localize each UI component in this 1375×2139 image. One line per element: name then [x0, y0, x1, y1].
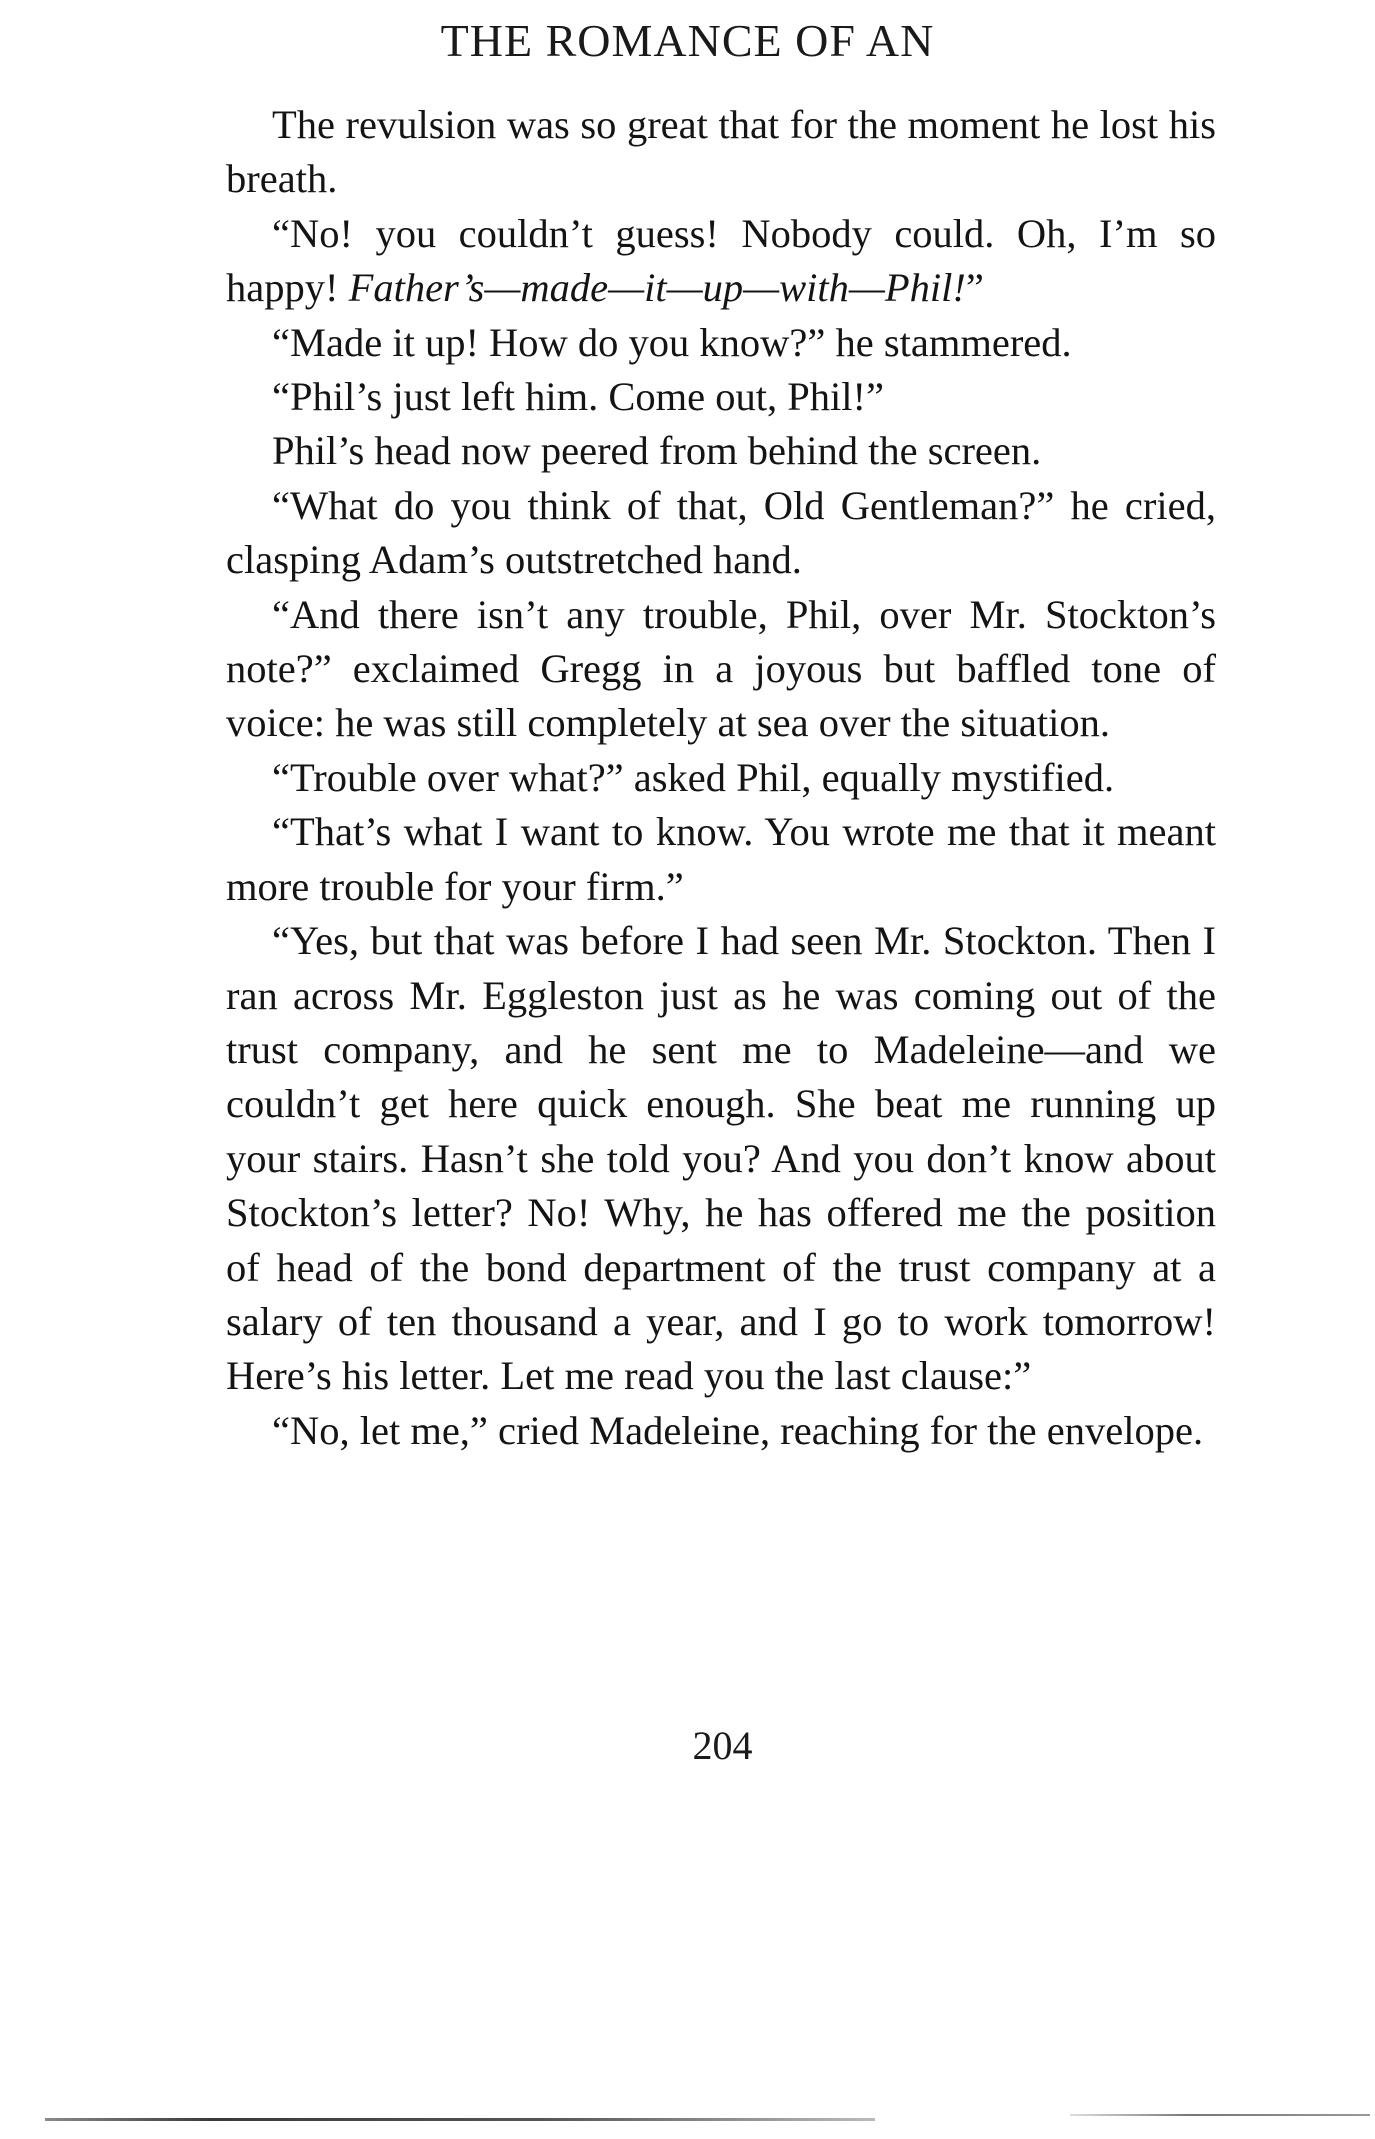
italic-exclamation: Father’s—made—it—up—with—Phil! [348, 265, 966, 311]
running-head: THE ROMANCE OF AN [440, 15, 935, 66]
body-text [226, 98, 1216, 1458]
paragraph-3: “Made it up! How do you know?” he stammered. [272, 319, 1072, 365]
paragraph-4: “Phil’s just left him. Come out, Phil!” [272, 374, 884, 420]
paragraph-6: “What do you think of that, Old Gentleman?” he cried, clasping Adam’s outstretched hand. [226, 482, 1216, 583]
scan-edge-line [45, 2118, 875, 2121]
scan-edge-line-right [1070, 2114, 1370, 2116]
paragraph-1: The revulsion was so great that for the moment he lost his breath. [226, 102, 1216, 202]
paragraph-5: Phil’s head now peered from behind the screen. [272, 428, 1042, 474]
paragraph-7: “And there isn’t any trouble, Phil, over Mr. Stockton’s note?” exclaimed Gregg in a joyous but baffled tone of voice: he was still completely at sea over the situation. [226, 591, 1216, 746]
paragraph-8: “Trouble over what?” asked Phil, equally mystified. [272, 754, 1115, 800]
page-number: 204 [692, 1723, 753, 1768]
paragraph-9: “That’s what I want to know. You wrote me that it meant more trouble for your firm.” [226, 809, 1216, 909]
paragraph-2: “No! you couldn’t guess! Nobody could. Oh, I’m so happy! Father’s—made—it—up—with—Phil!” [226, 210, 1216, 311]
paragraph-10: “Yes, but that was before I had seen Mr. Stockton. Then I ran across Mr. Eggleston just as he was coming out of the trust company, and he sent me to Madeleine—and we couldn’t get here quick enough. She beat me running up your stairs. Hasn’t she told you? And you don’t know about Stockton’s letter? No! Why, he has offered me the position of head of the bond department of the trust company at a salary of ten thousand a year, and I go to work tomorrow! Here’s his letter. Let me read you the last clause:” [226, 918, 1216, 1399]
paragraph-11: “No, let me,” cried Madeleine, reaching for the envelope. [272, 1407, 1204, 1453]
